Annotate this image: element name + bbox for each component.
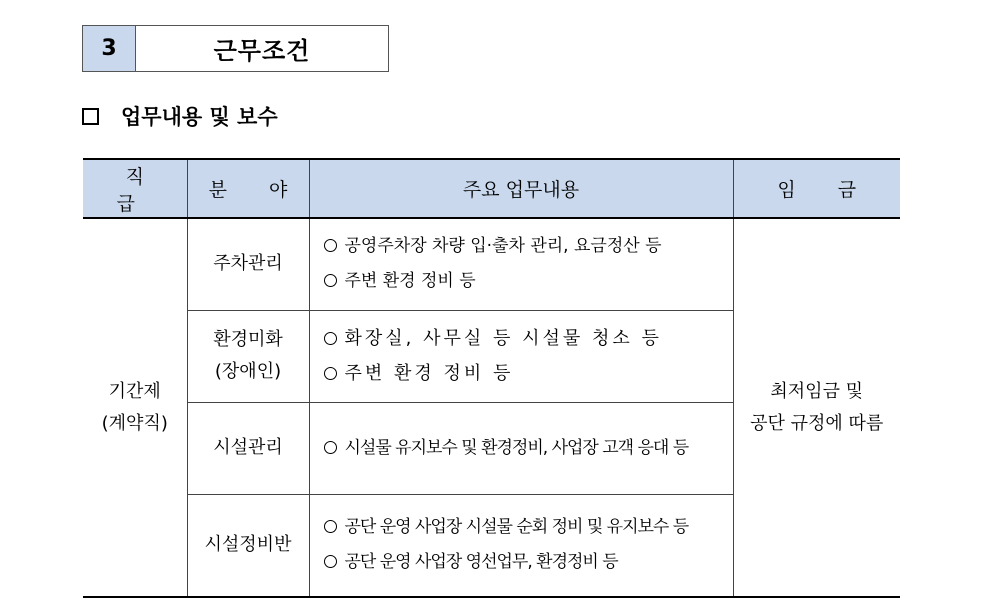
- field-label: 시설정비반: [204, 534, 292, 556]
- table-row: [83, 218, 900, 310]
- circle-bullet-icon: [324, 332, 337, 345]
- circle-bullet-icon: [324, 441, 337, 454]
- duty-item: 공단 운영 사업장 시설물 순회 정비 및 유지보수 등: [324, 510, 733, 545]
- circle-bullet-icon: [324, 520, 337, 533]
- field-cell: [187, 402, 309, 494]
- circle-bullet-icon: [324, 239, 337, 252]
- field-cell: [187, 218, 309, 310]
- field-label: 환경미화: [213, 329, 283, 350]
- duty-item: 공단 운영 사업장 영선업무, 환경정비 등: [324, 545, 733, 580]
- header-wage: 임 금: [733, 159, 900, 218]
- circle-bullet-icon: [324, 274, 337, 287]
- duty-cell: [309, 494, 733, 597]
- wage-cell: [733, 218, 900, 597]
- wage-line-1: 최저임금 및: [770, 380, 864, 402]
- duty-cell: [309, 402, 733, 494]
- header-grade: 직 급: [83, 159, 187, 218]
- duty-item: 화장실, 사무실 등 시설물 청소 등: [324, 321, 733, 356]
- duties-table: [83, 158, 900, 598]
- grade-cell: [83, 218, 187, 597]
- duty-cell: [309, 218, 733, 310]
- section-header: [82, 25, 389, 72]
- field-sublabel: (장애인): [214, 361, 282, 382]
- field-cell: [187, 310, 309, 402]
- field-label: 시설관리: [213, 437, 283, 458]
- subheading-text: 업무내용 및 보수: [121, 104, 278, 129]
- circle-bullet-icon: [324, 367, 337, 380]
- header-duties: 주요 업무내용: [309, 159, 733, 218]
- grade-line-1: 기간제: [108, 380, 161, 402]
- grade-line-2: (계약직): [101, 412, 168, 434]
- wage-line-2: 공단 규정에 따름: [750, 412, 884, 434]
- subheading: [82, 100, 278, 132]
- field-cell: [187, 494, 309, 597]
- duty-item: 주변 환경 정비 등: [324, 356, 733, 391]
- checkbox-icon: [82, 108, 99, 125]
- header-field: 분 야: [187, 159, 309, 218]
- table-header-row: [83, 159, 900, 218]
- duty-item: 시설물 유지보수 및 환경정비, 사업장 고객 응대 등: [324, 431, 733, 466]
- duty-item: 공영주차장 차량 입·출차 관리, 요금정산 등: [324, 229, 733, 264]
- circle-bullet-icon: [324, 555, 337, 568]
- duty-cell: [309, 310, 733, 402]
- section-title: 근무조건: [213, 37, 311, 65]
- duty-item: 주변 환경 정비 등: [324, 264, 733, 299]
- field-label: 주차관리: [213, 253, 283, 275]
- section-number: 3: [83, 26, 136, 71]
